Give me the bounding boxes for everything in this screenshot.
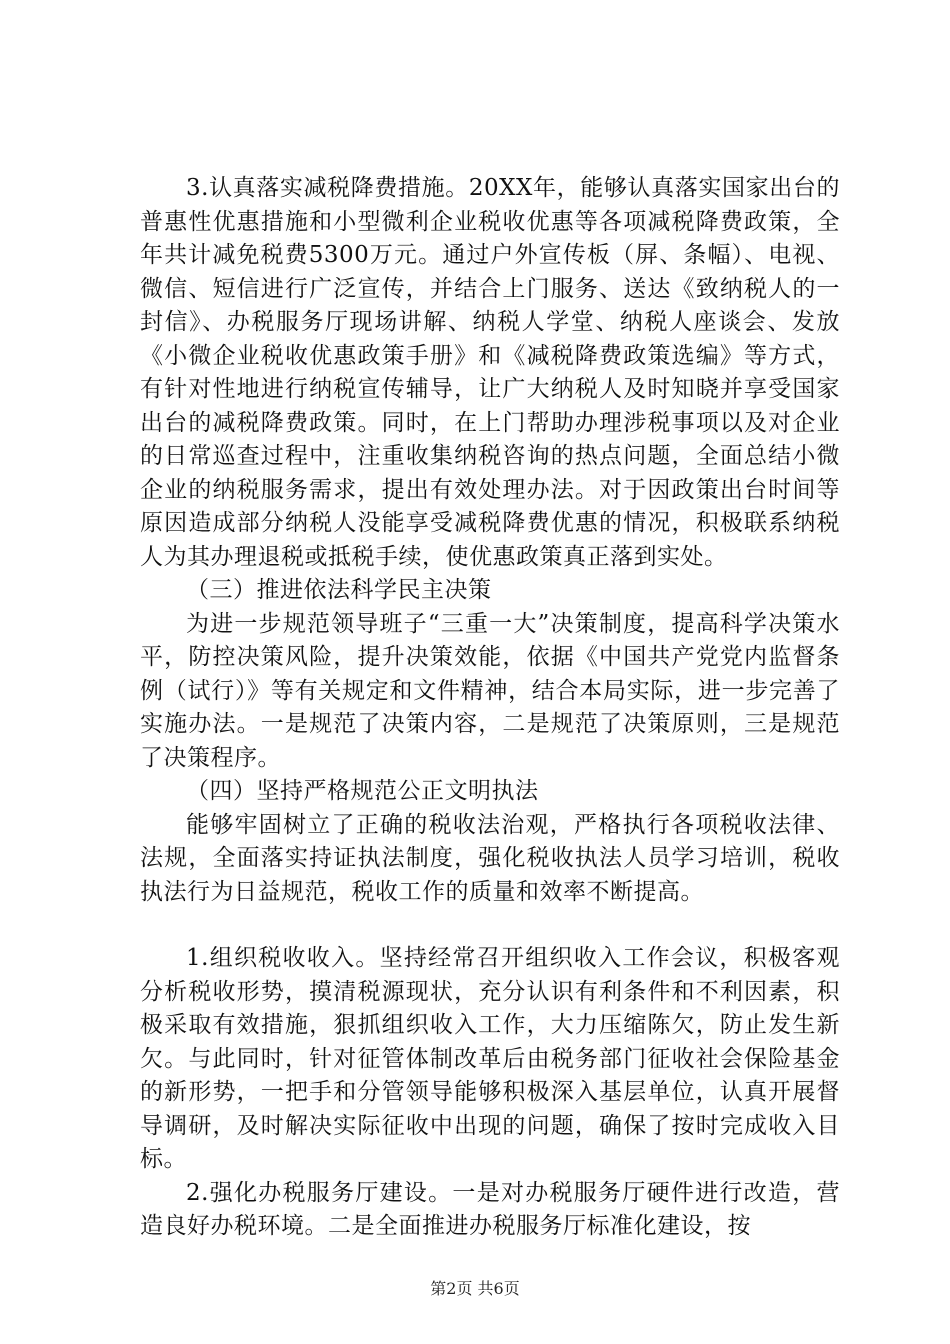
paragraph-tax-reduction: 3.认真落实减税降费措施。20XX年，能够认真落实国家出台的普惠性优惠措施和小型微利企业税收优惠等各项减税降费政策，全年共计减免税费5300万元。通过户外宣传板（屏、条幅）、电视、微信、短信进行广泛宣传，并结合上门服务、送达《致纳税人的一封信》、办税服务厅现场讲解、纳税人学堂、纳税人座谈会、发放《小微企业税收优惠政策手册》和《减税降费政策选编》等方式，有针对性地进行纳税宣传辅导，让广大纳税人及时知晓并享受国家出台的减税降费政策。同时，在上门帮助办理涉税事项以及对企业的日常巡查过程中，注重收集纳税咨询的热点问题，全面总结小微企业的纳税服务需求，提出有效处理办法。对于因政策出台时间等原因造成部分纳税人没能享受减税降费优惠的情况，积极联系纳税人为其办理退税或抵税手续，使优惠政策真正落到实处。 <box>140 175 840 570</box>
section-heading-enforcement: （四）坚持严格规范公正文明执法 <box>186 778 539 804</box>
page-footer: 第2页 共6页 <box>430 1279 520 1298</box>
paragraph-decision: 为进一步规范领导班子“三重一大”决策制度，提高科学决策水平，防控决策风险，提升决策效能，依据《中国共产党党内监督条例（试行）》等有关规定和文件精神，结合本局实际，进一步完善了实施办法。一是规范了决策内容，二是规范了决策原则，三是规范了决策程序。 <box>140 610 840 771</box>
section-heading-decision: （三）推进依法科学民主决策 <box>186 577 492 603</box>
paragraph-enforcement: 能够牢固树立了正确的税收法治观，严格执行各项税收法律、法规，全面落实持证执法制度，强化税收执法人员学习培训，税收执法行为日益规范，税收工作的质量和效率不断提高。 <box>140 811 840 905</box>
paragraph-service-hall: 2.强化办税服务厅建设。一是对办税服务厅硬件进行改造，营造良好办税环境。二是全面推进办税服务厅标准化建设，按 <box>140 1179 840 1239</box>
paragraph-gap <box>140 909 840 942</box>
paragraph-tax-revenue: 1.组织税收收入。坚持经常召开组织收入工作会议，积极客观分析税收形势，摸清税源现状，充分认识有利条件和不利因素，积极采取有效措施，狠抓组织收入工作，大力压缩陈欠，防止发生新欠。与此同时，针对征管体制改革后由税务部门征收社会保险基金的新形势，一把手和分管领导能够积极深入基层单位，认真开展督导调研，及时解决实际征收中出现的问题，确保了按时完成收入目标。 <box>140 945 840 1172</box>
document-body <box>140 172 840 1244</box>
